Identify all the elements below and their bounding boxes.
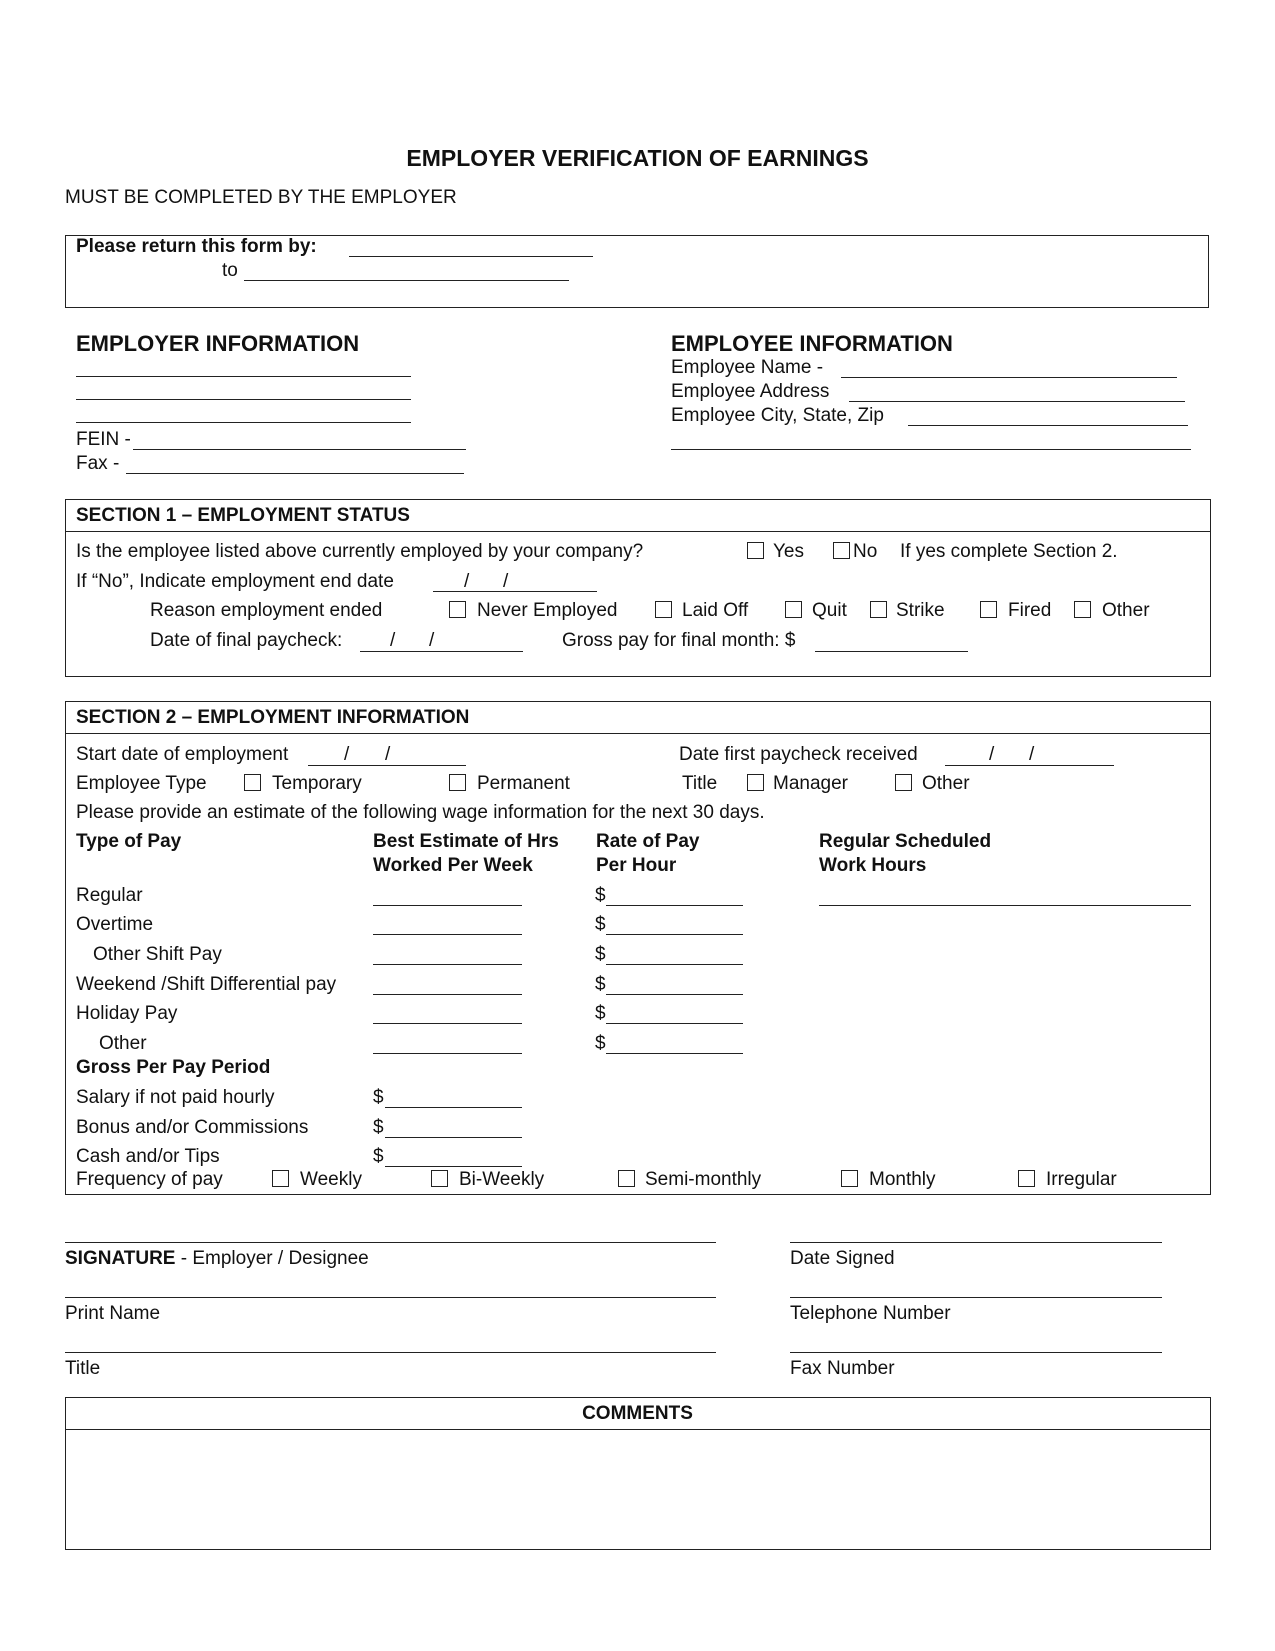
print-name-label: Print Name [65,1303,161,1324]
employer-line-2[interactable] [76,399,411,400]
first-paycheck-slash-2: / [1029,744,1035,765]
col-best-estimate-1: Best Estimate of Hrs [373,831,559,852]
temporary-label: Temporary [272,773,362,794]
rate-field-overtime[interactable] [606,934,743,935]
other-reason-checkbox[interactable] [1074,601,1091,618]
rate-field-weekend[interactable] [606,994,743,995]
quit-checkbox[interactable] [785,601,802,618]
date-signed-line[interactable] [790,1242,1162,1243]
fein-label: FEIN - [76,429,131,450]
rate-field-holiday[interactable] [606,1023,743,1024]
never-employed-label: Never Employed [477,600,618,621]
date-signed-label: Date Signed [790,1248,895,1269]
title-line[interactable] [65,1352,716,1353]
quit-label: Quit [812,600,847,621]
employed-question: Is the employee listed above currently employed by your company? [76,541,644,562]
fein-field[interactable] [133,449,466,450]
gross-row-bonus: Bonus and/or Commissions [76,1117,309,1138]
other-reason-label: Other [1102,600,1150,621]
print-name-line[interactable] [65,1297,716,1298]
start-date-label: Start date of employment [76,744,289,765]
hrs-field-regular[interactable] [373,905,522,906]
first-paycheck-label: Date first paycheck received [679,744,918,765]
monthly-label: Monthly [869,1169,936,1190]
dollar-weekend: $ [595,974,606,995]
return-to-label: to [222,260,238,281]
pay-row-other: Other [99,1033,147,1054]
dollar-regular: $ [595,885,606,906]
col-rate-2: Per Hour [596,855,677,876]
col-type-of-pay: Type of Pay [76,831,182,852]
permanent-label: Permanent [477,773,570,794]
fired-label: Fired [1008,600,1052,621]
bonus-field[interactable] [385,1137,522,1138]
signature-line[interactable] [65,1242,716,1243]
semi-monthly-label: Semi-monthly [645,1169,762,1190]
return-by-date-field[interactable] [349,256,593,257]
telephone-label: Telephone Number [790,1303,951,1324]
if-yes-note: If yes complete Section 2. [900,541,1118,562]
manager-label: Manager [773,773,848,794]
col-regular-2: Work Hours [819,855,927,876]
bi-weekly-label: Bi-Weekly [459,1169,545,1190]
start-date-slash-2: / [385,744,391,765]
yes-label: Yes [773,541,804,562]
employee-extra-line[interactable] [671,449,1191,450]
permanent-checkbox[interactable] [449,774,466,791]
first-paycheck-slash-1: / [989,744,995,765]
final-paycheck-slash-1: / [390,630,396,651]
employer-line-3[interactable] [76,422,411,423]
signature-label [65,1249,369,1268]
dollar-salary: $ [373,1087,384,1108]
weekly-checkbox[interactable] [272,1170,289,1187]
gross-final-field[interactable] [815,651,968,652]
fax-number-label: Fax Number [790,1358,895,1379]
strike-label: Strike [896,600,945,621]
employee-name-label: Employee Name - [671,357,824,378]
end-date-label: If “No”, Indicate employment end date [76,571,394,592]
employee-name-field[interactable] [841,377,1177,378]
pay-row-holiday: Holiday Pay [76,1003,178,1024]
never-employed-checkbox[interactable] [449,601,466,618]
section1-heading: SECTION 1 – EMPLOYMENT STATUS [76,505,410,526]
fax-field[interactable] [126,473,464,474]
return-to-field[interactable] [244,280,569,281]
pay-row-weekend: Weekend /Shift Differential pay [76,974,337,995]
laid-off-checkbox[interactable] [655,601,672,618]
scheduled-hours-field[interactable] [819,905,1191,906]
signature-rest: - Employer / Designee [175,1248,369,1269]
signer-title-label: Title [65,1358,101,1379]
frequency-label: Frequency of pay [76,1169,223,1190]
final-paycheck-field[interactable] [360,651,523,652]
first-paycheck-field[interactable] [945,765,1114,766]
bi-weekly-checkbox[interactable] [431,1170,448,1187]
fax-number-line[interactable] [790,1352,1162,1353]
monthly-checkbox[interactable] [841,1170,858,1187]
weekly-label: Weekly [300,1169,362,1190]
gross-heading: Gross Per Pay Period [76,1057,271,1078]
fax-label: Fax - [76,453,120,474]
col-rate-1: Rate of Pay [596,831,700,852]
estimate-note: Please provide an estimate of the following wage information for the next 30 days. [76,802,765,823]
start-date-slash-1: / [344,744,350,765]
reason-label: Reason employment ended [150,600,383,621]
no-label: No [853,541,878,562]
salary-field[interactable] [385,1107,522,1108]
employee-address-label: Employee Address [671,381,830,402]
dollar-tips: $ [373,1146,384,1167]
col-best-estimate-2: Worked Per Week [373,855,533,876]
temporary-checkbox[interactable] [244,774,261,791]
hrs-field-other[interactable] [373,1053,522,1054]
hrs-field-other-shift[interactable] [373,964,522,965]
final-paycheck-label: Date of final paycheck: [150,630,343,651]
page-title: EMPLOYER VERIFICATION OF EARNINGS [406,145,869,171]
employee-type-label: Employee Type [76,773,207,794]
dollar-other: $ [595,1033,606,1054]
dollar-other-shift: $ [595,944,606,965]
irregular-label: Irregular [1046,1169,1117,1190]
employee-info-heading: EMPLOYEE INFORMATION [671,331,953,356]
hrs-field-weekend[interactable] [373,994,522,995]
signature-bold: SIGNATURE [65,1248,176,1269]
title-label: Title [682,773,718,794]
col-regular-1: Regular Scheduled [819,831,992,852]
dollar-overtime: $ [595,914,606,935]
hrs-field-holiday[interactable] [373,1023,522,1024]
semi-monthly-checkbox[interactable] [618,1170,635,1187]
laid-off-label: Laid Off [682,600,749,621]
gross-row-salary: Salary if not paid hourly [76,1087,275,1108]
other-title-label: Other [922,773,970,794]
hrs-field-overtime[interactable] [373,934,522,935]
start-date-field[interactable] [308,765,466,766]
dollar-bonus: $ [373,1117,384,1138]
rate-field-other[interactable] [606,1053,743,1054]
return-by-label: Please return this form by: [76,236,317,257]
comments-field[interactable] [68,1431,1208,1547]
section2-heading: SECTION 2 – EMPLOYMENT INFORMATION [76,707,470,728]
gross-row-tips: Cash and/or Tips [76,1146,220,1167]
no-checkbox[interactable] [833,542,850,559]
pay-row-other-shift: Other Shift Pay [93,944,222,965]
employee-address-field[interactable] [849,401,1185,402]
tips-field[interactable] [385,1166,522,1167]
dollar-holiday: $ [595,1003,606,1024]
page-subtitle: MUST BE COMPLETED BY THE EMPLOYER [65,187,457,208]
employee-city-label: Employee City, State, Zip [671,405,884,426]
end-date-field[interactable] [433,591,597,592]
pay-row-overtime: Overtime [76,914,154,935]
irregular-checkbox[interactable] [1018,1170,1035,1187]
rate-field-regular[interactable] [606,905,743,906]
pay-row-regular: Regular [76,885,143,906]
fired-checkbox[interactable] [980,601,997,618]
manager-checkbox[interactable] [747,774,764,791]
yes-checkbox[interactable] [747,542,764,559]
employer-line-1[interactable] [76,376,411,377]
final-paycheck-slash-2: / [429,630,435,651]
telephone-line[interactable] [790,1297,1162,1298]
other-title-checkbox[interactable] [895,774,912,791]
employee-city-field[interactable] [908,425,1188,426]
employer-info-heading: EMPLOYER INFORMATION [76,331,360,356]
comments-heading: COMMENTS [582,1403,693,1424]
rate-field-other-shift[interactable] [606,964,743,965]
end-date-slash-2: / [503,571,509,592]
gross-final-label: Gross pay for final month: $ [562,630,796,651]
end-date-slash-1: / [464,571,470,592]
strike-checkbox[interactable] [870,601,887,618]
